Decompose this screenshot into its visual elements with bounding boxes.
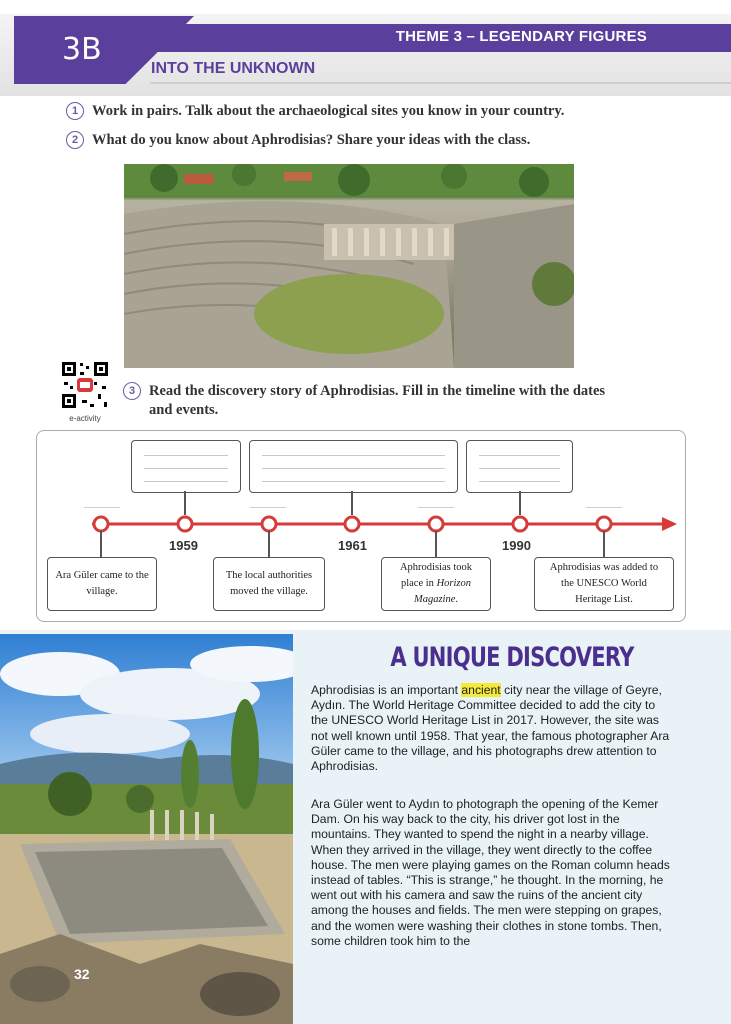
theme-title: THEME 3 – LEGENDARY FIGURES xyxy=(395,28,647,45)
timeline-node xyxy=(513,517,527,531)
page-number: 32 xyxy=(74,966,90,982)
question-text: What do you know about Aphrodisias? Share your ideas with the class. xyxy=(92,132,531,148)
timeline-node xyxy=(178,517,192,531)
timeline-node xyxy=(429,517,443,531)
question-number: 2 xyxy=(66,131,84,149)
question-number: 3 xyxy=(123,382,141,400)
timeline-node xyxy=(94,517,108,531)
qr-label: e-activity xyxy=(69,414,101,423)
question-text: Work in pairs. Talk about the archaeological sites you know in your country. xyxy=(92,103,565,119)
timeline-node xyxy=(262,517,276,531)
lesson-title: INTO THE UNKNOWN xyxy=(151,60,316,77)
ruins-photo xyxy=(0,634,293,1024)
highlighted-word[interactable]: ancient xyxy=(461,683,501,697)
timeline-event: The local authorities moved the village. xyxy=(213,557,325,611)
connector-line xyxy=(435,531,437,557)
article-title: A UNIQUE DISCOVERY xyxy=(390,642,634,673)
timeline-year: 1959 xyxy=(169,538,198,553)
question-number: 1 xyxy=(66,102,84,120)
connector-line xyxy=(603,531,605,557)
timeline-year: 1961 xyxy=(338,538,367,553)
article-paragraph-1: Aphrodisias is an important ancient city near the village of Geyre, Aydın. The World Heritage Committee decided to add the city to the UNESCO World Heritage List in 2017. However, the site was not well known until 1958. That year, the famous photographer Ara Güler came to the village, and his photographs drew attention to Aphrodisias. xyxy=(311,683,670,774)
question-text-line2: and events. xyxy=(149,402,219,418)
connector-line xyxy=(268,531,270,557)
question-text-line1: Read the discovery story of Aphrodisias. Fill in the timeline with the dates xyxy=(149,383,606,399)
timeline-event: Ara Güler came to the village. xyxy=(47,557,157,611)
timeline-node xyxy=(597,517,611,531)
timeline-event: Aphrodisias took place in Horizon Magazine. xyxy=(381,557,491,611)
connector-line xyxy=(100,531,102,557)
unit-label: 3B xyxy=(62,32,102,67)
timeline-node xyxy=(345,517,359,531)
timeline-year: 1990 xyxy=(502,538,531,553)
article-paragraph-2: Ara Güler went to Aydın to photograph the opening of the Kemer Dam. On his way back to the city, his driver got lost in the mountains. They wanted to spend the night in a nearby village. When they arrived in the village, they went directly to the coffee house. The men were playing games on the Roman column heads instead of tables. “This is strange,” he thought. In the morning, he went out with his camera and saw the ruins of the ancient city among the houses and fields. The men were stepping on grapes, and the women were washing their clothes in stone tombs. Then, some children took him to the xyxy=(311,797,670,948)
timeline-event: Aphrodisias was added to the UNESCO World Heritage List. xyxy=(534,557,674,611)
